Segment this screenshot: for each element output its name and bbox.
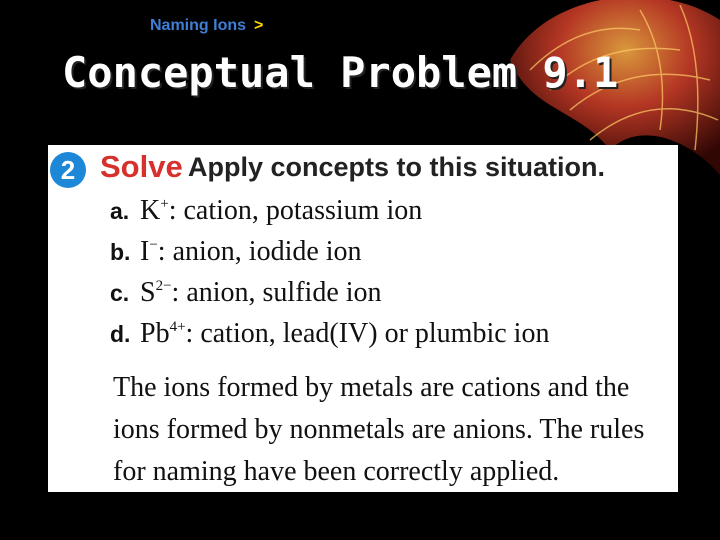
- solve-heading: Solve: [100, 149, 183, 184]
- answer-item: [110, 195, 422, 227]
- explanation-paragraph: [113, 367, 678, 493]
- ion-charge: 4+: [169, 319, 186, 335]
- breadcrumb-separator: >: [254, 17, 264, 34]
- explanation-line: for naming have been correctly applied.: [113, 456, 560, 487]
- solution-card: [48, 145, 678, 492]
- step-number-badge: 2: [50, 152, 86, 188]
- answer-text: : cation, potassium ion: [168, 195, 423, 226]
- ion-charge: 2−: [155, 278, 172, 294]
- ion-symbol: Pb: [140, 318, 170, 349]
- instruction-text: Apply concepts to this situation.: [188, 152, 606, 182]
- answer-item: [110, 236, 362, 268]
- breadcrumb-link[interactable]: Naming Ions: [150, 17, 247, 34]
- answer-label: a.: [110, 198, 130, 224]
- answer-label: c.: [110, 280, 130, 306]
- ion-charge: −: [149, 237, 158, 253]
- answer-text: : cation, lead(IV) or plumbic ion: [185, 318, 550, 349]
- answer-item: [110, 318, 549, 350]
- explanation-line: The ions formed by metals are cations and the: [113, 372, 630, 403]
- answer-item: [110, 277, 382, 309]
- answer-label: d.: [110, 321, 131, 347]
- slide-title: Conceptual Problem 9.1: [62, 48, 619, 97]
- answer-text: : anion, sulfide ion: [171, 277, 382, 308]
- ion-symbol: S: [140, 277, 156, 308]
- ion-charge: +: [160, 196, 169, 212]
- ion-symbol: K: [140, 195, 161, 226]
- ion-symbol: I: [140, 236, 150, 267]
- answer-text: : anion, iodide ion: [157, 236, 362, 267]
- explanation-line: ions formed by nonmetals are anions. The rules: [113, 414, 645, 445]
- breadcrumb: [150, 17, 263, 35]
- answer-label: b.: [110, 239, 131, 265]
